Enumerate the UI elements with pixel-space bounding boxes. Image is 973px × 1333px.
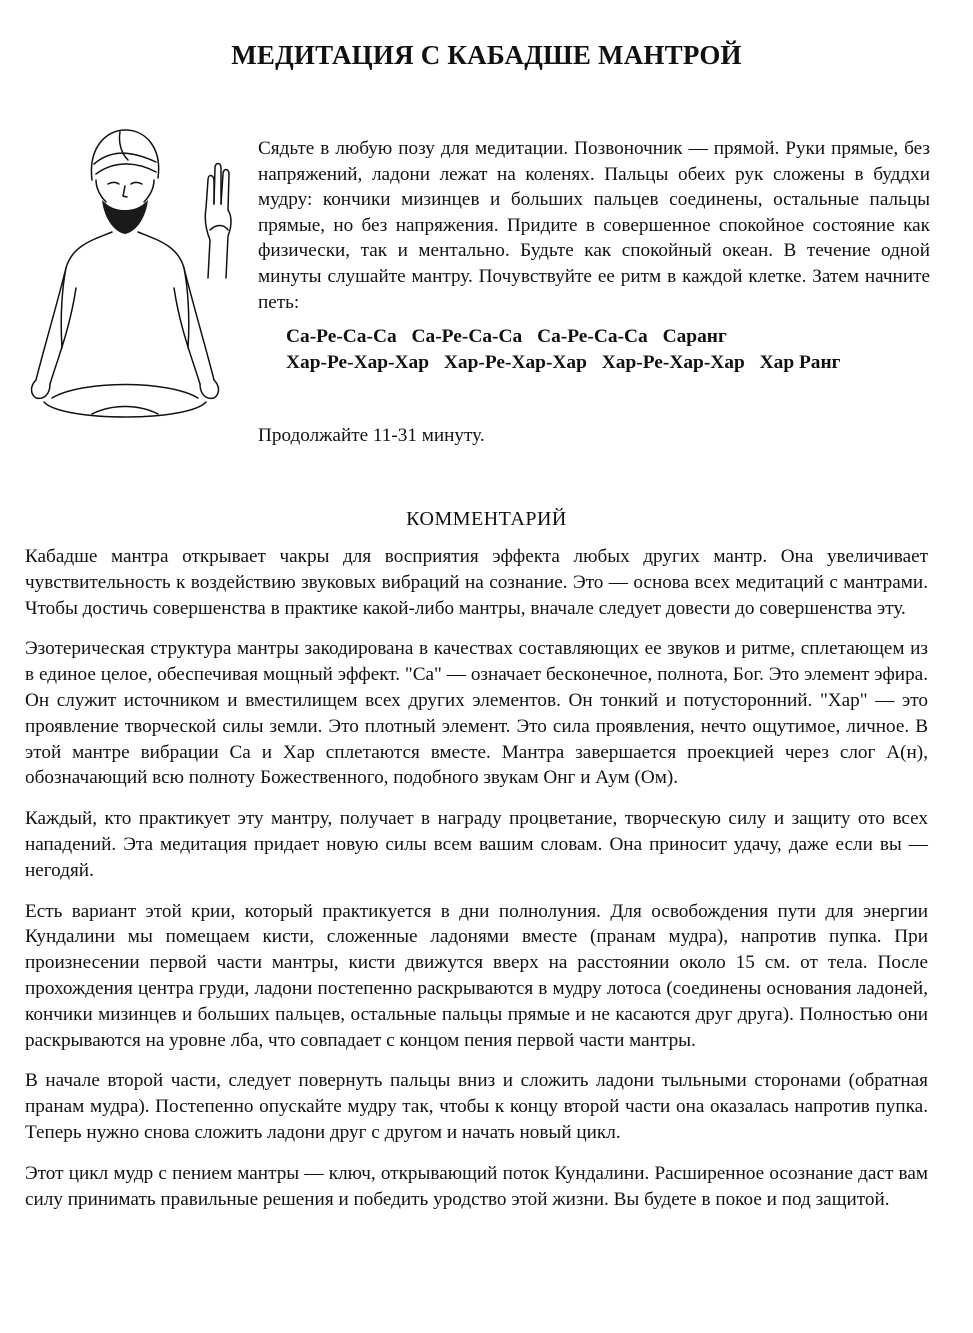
commentary-heading: КОММЕНТАРИЙ [406, 508, 567, 530]
mantra-phrase: Хар-Ре-Хар-Хар [286, 352, 430, 373]
commentary-paragraph: Каждый, кто практикует эту мантру, получает в награду процветание, творческую силу и защиту ото всех нападений. Эта медитация придает новую силы всем вашим словам. Она приносит удачу, даже если вы — негодяй. [25, 808, 928, 881]
page-title: МЕДИТАЦИЯ С КАБАДШЕ МАНТРОЙ [231, 40, 742, 70]
mantra-line-2 [286, 352, 946, 374]
mantra-phrase: Хар-Ре-Хар-Хар [443, 352, 587, 373]
raised-hand-mudra-icon [198, 160, 240, 280]
commentary-paragraph: Есть вариант этой крии, который практикуется в дни полнолуния. Для освобождения пути для энергии Кундалини мы помещаем кисти, сложенные ладонями вместе (пранам мудра), напротив пупка. При произнесении первой части мантры, кисти движутся вверх на расстоянии около 15 см. от тела. После прохождения центра груди, ладони постепенно раскрываются в мудру лотоса (соединены основания ладоней, кончики мизинцев и больших пальцев, остальные пальцы прямые и не касаются друг друга). Полностью они раскрываются на уровне лба, что совпадает с концом пения первой части мантры. [25, 900, 928, 1051]
mantra-phrase: Са-Ре-Са-Са [411, 326, 523, 347]
mantra-phrase: Хар Ранг [759, 352, 841, 373]
commentary-paragraph: Эзотерическая структура мантры закодирована в качествах составляющих ее звуков и ритме, сплетающем из в единое целое, обеспечивая мощный эффект. "Са" — означает бесконечное, полнота, Бог. Это элемент эфира. Он служит источником и вместилищем всех других элементов. Он тонкий и потусторонний. "Хар" — это проявление творческой силы земли. Это плотный элемент. Это сила проявления, нечто ощутимое, личное. В этой мантре вибрации Са и Хар сплетаются вместе. Мантра завершается проекцией через слог А(н), обозначающий всю полноту Божественного, подобного звукам Онг и Аум (Ом). [25, 638, 928, 789]
commentary-paragraph: В начале второй части, следует повернуть пальцы вниз и сложить ладони тыльными сторонами (обратная пранам мудра). Постепенно опускайте мудру так, чтобы к концу второй части она оказалась напротив пупка. Теперь нужно снова сложить ладони друг с другом и начать новый цикл. [25, 1070, 928, 1143]
intro-instructions: Сядьте в любую позу для медитации. Позвоночник — прямой. Руки прямые, без напряжений, ладони лежат на коленях. Пальцы обеих рук сложены в буддхи мудру: кончики мизинцев и больших пальцев соединены, остальные пальцы прямые, но без напряжения. Придите в совершенное спокойное состояние как физически, так и ментально. Будьте как спокойный океан. В течение одной минуты слушайте мантру. Почувствуйте ее ритм в каждой клетке. Затем начните петь: [258, 138, 930, 313]
commentary-body [25, 544, 928, 1227]
mantra-phrase: Саранг [662, 326, 727, 347]
mantra-phrase: Са-Ре-Са-Са [286, 326, 397, 347]
duration-note: Продолжайте 11-31 минуту. [258, 425, 485, 446]
mantra-phrase: Хар-Ре-Хар-Хар [601, 352, 745, 373]
commentary-paragraph: Кабадше мантра открывает чакры для восприятия эффекта любых других мантр. Она увеличивает чувствительность к воздействию звуковых вибраций на сознание. Это — основа всех медитаций с мантрами. Чтобы достичь совершенства в практике какой-либо мантры, вначале следует довести до совершенства эту. [25, 546, 928, 619]
mantra-line-1 [286, 326, 946, 348]
commentary-paragraph: Этот цикл мудр с пением мантры — ключ, открывающий поток Кундалини. Расширенное осознание даст вам силу принимать правильные решения и победить уродство этой жизни. Вы будете в покое и под защитой. [25, 1162, 928, 1210]
mantra-phrase: Са-Ре-Са-Са [537, 326, 648, 347]
